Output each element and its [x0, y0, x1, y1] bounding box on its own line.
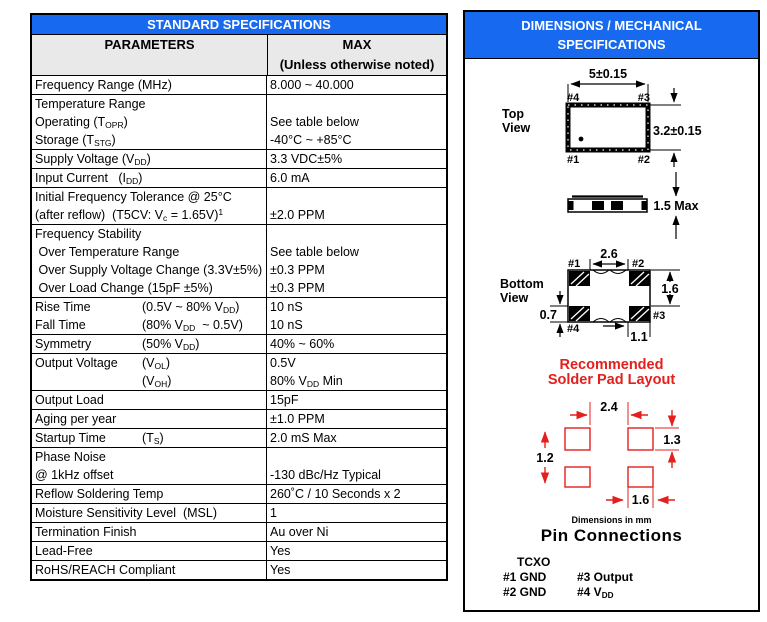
max-value-line: 3.3 VDC±5%	[270, 152, 343, 166]
parameter-cell	[32, 523, 267, 541]
solder-pad-top-right	[628, 428, 653, 450]
table-row	[32, 76, 446, 95]
pin-connections-title: Pin Connections	[540, 526, 683, 545]
parameter-cell	[32, 150, 267, 168]
parameter-line: Aging per year	[35, 412, 117, 426]
parameter-line: Symmetry (50% $V_{DD}$)	[35, 337, 200, 353]
parameter-line: Storage $(T_{STG})$	[35, 133, 116, 149]
solder-pad-bottom-left	[565, 467, 590, 487]
max-value-line: Yes	[270, 544, 291, 558]
sideview-height-dim: 1.5 Max	[653, 199, 699, 213]
parameter-line: Over Load Change (15pF ±5%)	[35, 281, 213, 295]
parameter-cell	[32, 561, 267, 579]
mechanical-panel-title	[465, 12, 758, 59]
table-row	[32, 335, 446, 354]
max-value-line: 1	[270, 506, 277, 520]
max-value-cell	[267, 354, 446, 390]
solder-title-line1: Recommended	[559, 357, 664, 373]
table-row	[32, 298, 446, 335]
max-value-cell	[267, 95, 446, 149]
header-max	[268, 35, 446, 75]
max-value-cell	[267, 523, 446, 541]
parameter-cell	[32, 76, 267, 94]
bottomview-pin3-label: #3	[653, 310, 666, 322]
parameter-cell	[32, 504, 267, 522]
table-row	[32, 523, 446, 542]
max-value-cell	[267, 561, 446, 579]
max-value-cell	[267, 150, 446, 168]
parameter-line: Operating $(T_{OPR})$	[35, 115, 128, 131]
table-row	[32, 95, 446, 150]
topview-pin4-label: #4	[567, 92, 580, 104]
standard-specifications-table	[30, 13, 448, 581]
mech-title-line2: SPECIFICATIONS	[557, 37, 666, 52]
table-row	[32, 169, 446, 188]
max-value-cell	[267, 169, 446, 187]
parameter-line: (after reflow) (T5CV: $V_c = 1.65V)^1$	[35, 207, 224, 224]
table-row	[32, 150, 446, 169]
bottomview-pin2-label: #2	[632, 258, 645, 270]
solder-pad-bottom-right	[628, 467, 653, 487]
max-value-line: 2.0 mS Max	[270, 431, 337, 445]
max-value-cell	[267, 335, 446, 353]
header-max-line2: (Unless otherwise noted)	[279, 57, 435, 72]
parameter-cell	[32, 354, 267, 390]
sideview-package-outline	[568, 199, 647, 212]
max-value-cell	[267, 429, 446, 447]
parameter-line: Input Current $(I_{DD})$	[35, 171, 143, 187]
header-parameters-label: PARAMETERS	[104, 37, 195, 52]
table-title: STANDARD SPECIFICATIONS	[32, 15, 446, 35]
parameter-cell	[32, 225, 267, 297]
package-views-drawing	[465, 60, 758, 358]
topview-width-dim: 5±0.15	[588, 67, 628, 81]
parameter-line: Output Load	[35, 393, 104, 407]
parameter-cell	[32, 188, 267, 224]
parameter-line: Termination Finish	[35, 525, 137, 539]
topview-label-line1: Top	[502, 107, 524, 121]
spec-rows	[32, 76, 446, 579]
bottomview-dim-right: 1.6	[661, 282, 679, 296]
max-value-cell	[267, 542, 446, 560]
dimensions-note: Dimensions in mm	[571, 515, 652, 525]
max-value-line: -40°C ~ +85°C	[270, 133, 352, 147]
max-value-line: 15pF	[270, 393, 299, 407]
max-value-line: See table below	[270, 245, 359, 259]
table-header-row	[32, 35, 446, 76]
mechanical-panel	[463, 10, 760, 612]
topview-pin1-label: #1	[567, 154, 580, 166]
parameter-cell	[32, 410, 267, 428]
pin-assignment-1: #1 GND	[503, 570, 547, 584]
bottom-view-drawing	[500, 247, 680, 344]
topview-pin1-dot	[579, 137, 584, 142]
solder-pad-layout-title	[465, 358, 758, 388]
bottomview-label-line2: View	[500, 291, 529, 305]
table-row	[32, 188, 446, 225]
header-max-line1: MAX	[342, 37, 372, 52]
top-view-drawing	[502, 67, 702, 167]
max-value-line: See table below	[270, 115, 359, 129]
max-value-line: 260˚C / 10 Seconds x 2	[270, 487, 401, 501]
parameter-line: Temperature Range	[35, 97, 146, 111]
max-value-line	[270, 448, 446, 466]
table-row	[32, 429, 446, 448]
topview-pin3-label: #3	[637, 92, 650, 104]
parameter-cell	[32, 169, 267, 187]
table-row	[32, 485, 446, 504]
max-value-cell	[267, 188, 446, 224]
pin-assignments	[503, 570, 633, 599]
max-value-line: 10 nS	[270, 318, 303, 332]
parameter-line: $(V_{OH})$	[142, 374, 172, 390]
max-value-line: 8.000 ~ 40.000	[270, 78, 354, 92]
parameter-cell	[32, 448, 267, 484]
max-value-cell	[267, 298, 446, 334]
parameter-line: Startup Time $(T_S)$	[35, 431, 164, 447]
max-value-cell	[267, 391, 446, 409]
parameter-cell	[32, 298, 267, 334]
table-row	[32, 225, 446, 298]
topview-pin2-label: #2	[637, 154, 650, 166]
table-row	[32, 354, 446, 391]
parameter-cell	[32, 485, 267, 503]
max-value-line: 0.5V	[270, 356, 296, 370]
topview-height-dim: 3.2±0.15	[653, 124, 702, 138]
pin-assignment-2: #2 GND	[503, 585, 547, 599]
max-value-line: ±2.0 PPM	[270, 208, 325, 222]
max-value-line: -130 dBc/Hz Typical	[270, 468, 381, 482]
max-value-line: Au over Ni	[270, 525, 329, 539]
solder-pad-top-left	[565, 428, 590, 450]
table-row	[32, 504, 446, 523]
bottomview-label-line1: Bottom	[500, 277, 544, 291]
parameter-line: Frequency Stability	[35, 227, 142, 241]
pin-assignment-4: #4 $V_{DD}$	[577, 585, 614, 601]
topview-label-line2: View	[502, 121, 531, 135]
table-row	[32, 448, 446, 485]
max-value-line: 40% ~ 60%	[270, 337, 335, 351]
mech-title-line1: DIMENSIONS / MECHANICAL	[521, 18, 702, 33]
table-row	[32, 410, 446, 429]
max-value-cell	[267, 448, 446, 484]
parameter-cell	[32, 429, 267, 447]
parameter-line: Moisture Sensitivity Level (MSL)	[35, 506, 218, 520]
table-row	[32, 391, 446, 410]
parameter-line: Supply Voltage $(V_{DD})$	[35, 152, 151, 168]
side-view-drawing	[568, 172, 699, 239]
bottomview-dim-left: 0.7	[539, 308, 557, 322]
max-value-cell	[267, 410, 446, 428]
solder-title-line2: Solder Pad Layout	[547, 372, 676, 388]
max-value-line	[270, 95, 446, 113]
max-value-line: ±0.3 PPM	[270, 263, 325, 277]
parameter-cell	[32, 391, 267, 409]
max-value-line: ±0.3 PPM	[270, 281, 325, 295]
pin-assignment-3: #3 Output	[577, 570, 633, 584]
parameter-line: Phase Noise	[35, 450, 106, 464]
solder-pad-layout-drawing	[465, 390, 758, 515]
max-value-line: 10 nS	[270, 300, 303, 314]
bottomview-pin1-label: #1	[568, 258, 581, 270]
max-value-cell	[267, 504, 446, 522]
parameter-line: @ 1kHz offset	[35, 468, 114, 482]
header-parameters	[32, 35, 268, 75]
max-value-line	[270, 225, 446, 243]
table-row	[32, 542, 446, 561]
parameter-line: Frequency Range (MHz)	[35, 78, 172, 92]
model-label: TCXO	[517, 555, 551, 569]
parameter-cell	[32, 335, 267, 353]
solder-dim-right: 1.3	[663, 433, 681, 447]
parameter-cell	[32, 95, 267, 149]
max-value-cell	[267, 225, 446, 297]
solder-dim-left: 1.2	[536, 451, 554, 465]
bottomview-dim-bottom: 1.1	[630, 330, 648, 344]
parameter-line: Initial Frequency Tolerance @ 25°C	[35, 190, 232, 204]
parameter-line: Fall Time (80% $V_{DD}$ ~ 0.5V)	[35, 318, 243, 334]
parameter-cell	[32, 542, 267, 560]
parameter-line: Rise Time (0.5V ~ 80% $V_{DD}$)	[35, 300, 240, 316]
parameter-line: Over Supply Voltage Change (3.3V±5%)	[35, 263, 263, 277]
topview-package-outline	[568, 105, 648, 150]
bottomview-pin4-label: #4	[567, 323, 580, 335]
table-row	[32, 561, 446, 579]
bottomview-dim-top: 2.6	[600, 247, 618, 261]
parameter-line: Output Voltage $(V_{OL})$	[35, 356, 171, 372]
max-value-line	[270, 188, 446, 206]
max-value-line: ±1.0 PPM	[270, 412, 325, 426]
max-value-cell	[267, 485, 446, 503]
parameter-line: Over Temperature Range	[35, 245, 180, 259]
max-value-line: 80% $V_{DD}$ Min	[270, 374, 343, 390]
max-value-line: 6.0 mA	[270, 171, 310, 185]
max-value-line: Yes	[270, 563, 291, 577]
solder-dim-top: 2.4	[600, 400, 618, 414]
parameter-line: Reflow Soldering Temp	[35, 487, 164, 501]
parameter-line: RoHS/REACH Compliant	[35, 563, 176, 577]
max-value-cell	[267, 76, 446, 94]
parameter-line: Lead-Free	[35, 544, 93, 558]
solder-dim-bottom: 1.6	[631, 493, 650, 507]
